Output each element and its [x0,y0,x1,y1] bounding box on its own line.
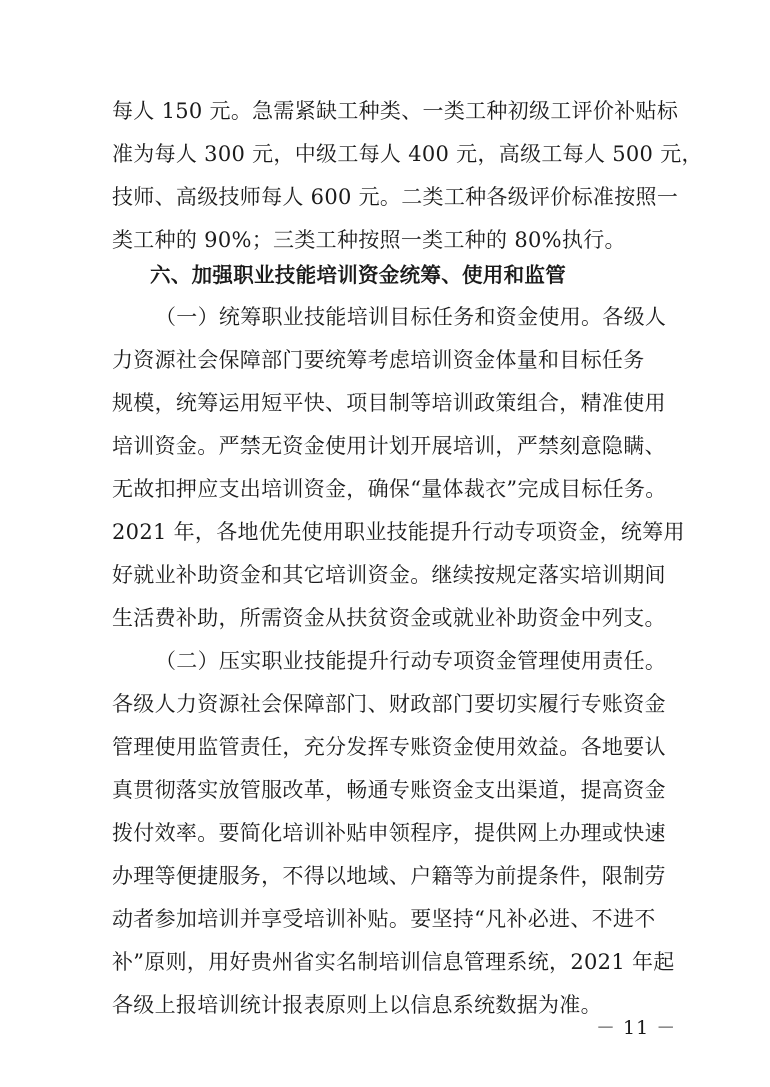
text-line: （一）统筹职业技能培训目标任务和资金使用。各级人 [155,305,667,329]
text-line: 各级上报培训统计报表原则上以信息系统数据为准。 [112,993,602,1017]
text-line: 办理等便捷服务，不得以地域、户籍等为前提条件，限制劳 [112,864,666,888]
text-line: 准为每人 300 元，中级工每人 400 元，高级工每人 500 元， [112,142,703,166]
text-line: 好就业补助资金和其它培训资金。继续按规定落实培训期间 [112,563,666,587]
text-line: 各级人力资源社会保障部门、财政部门要切实履行专账资金 [112,692,666,716]
text-line: 管理使用监管责任，充分发挥专账资金使用效益。各地要认 [112,735,666,759]
text-line: 每人 150 元。急需紧缺工种类、一类工种初级工评价补贴标 [112,99,679,123]
text-line: （二）压实职业技能提升行动专项资金管理使用责任。 [155,649,667,673]
text-line: 无故扣押应支出培训资金，确保“量体裁衣”完成目标任务。 [112,477,667,501]
text-line: 2021 年，各地优先使用职业技能提升行动专项资金，统筹用 [112,520,685,544]
text-line: 拨付效率。要简化培训补贴申领程序，提供网上办理或快速 [112,821,666,845]
text-line: 动者参加培训并享受培训补贴。要坚持“凡补必进、不进不 [112,907,656,931]
text-line: 类工种的 90%；三类工种按照一类工种的 80%执行。 [112,228,626,252]
text-line: 生活费补助，所需资金从扶贫资金或就业补助资金中列支。 [112,606,666,630]
text-line: 培训资金。严禁无资金使用计划开展培训，严禁刻意隐瞒、 [112,434,666,458]
text-line: 补”原则，用好贵州省实名制培训信息管理系统，2021 年起 [112,950,675,974]
page-number: － 11 － [596,1017,677,1039]
text-line: 真贯彻落实放管服改革，畅通专账资金支出渠道，提高资金 [112,778,666,802]
text-line: 技师、高级技师每人 600 元。二类工种各级评价标准按照一 [112,185,679,209]
text-line: 规模，统筹运用短平快、项目制等培训政策组合，精准使用 [112,391,666,415]
text-line: 力资源社会保障部门要统筹考虑培训资金体量和目标任务 [112,348,645,372]
section-heading: 六、加强职业技能培训资金统筹、使用和监管 [150,263,566,287]
